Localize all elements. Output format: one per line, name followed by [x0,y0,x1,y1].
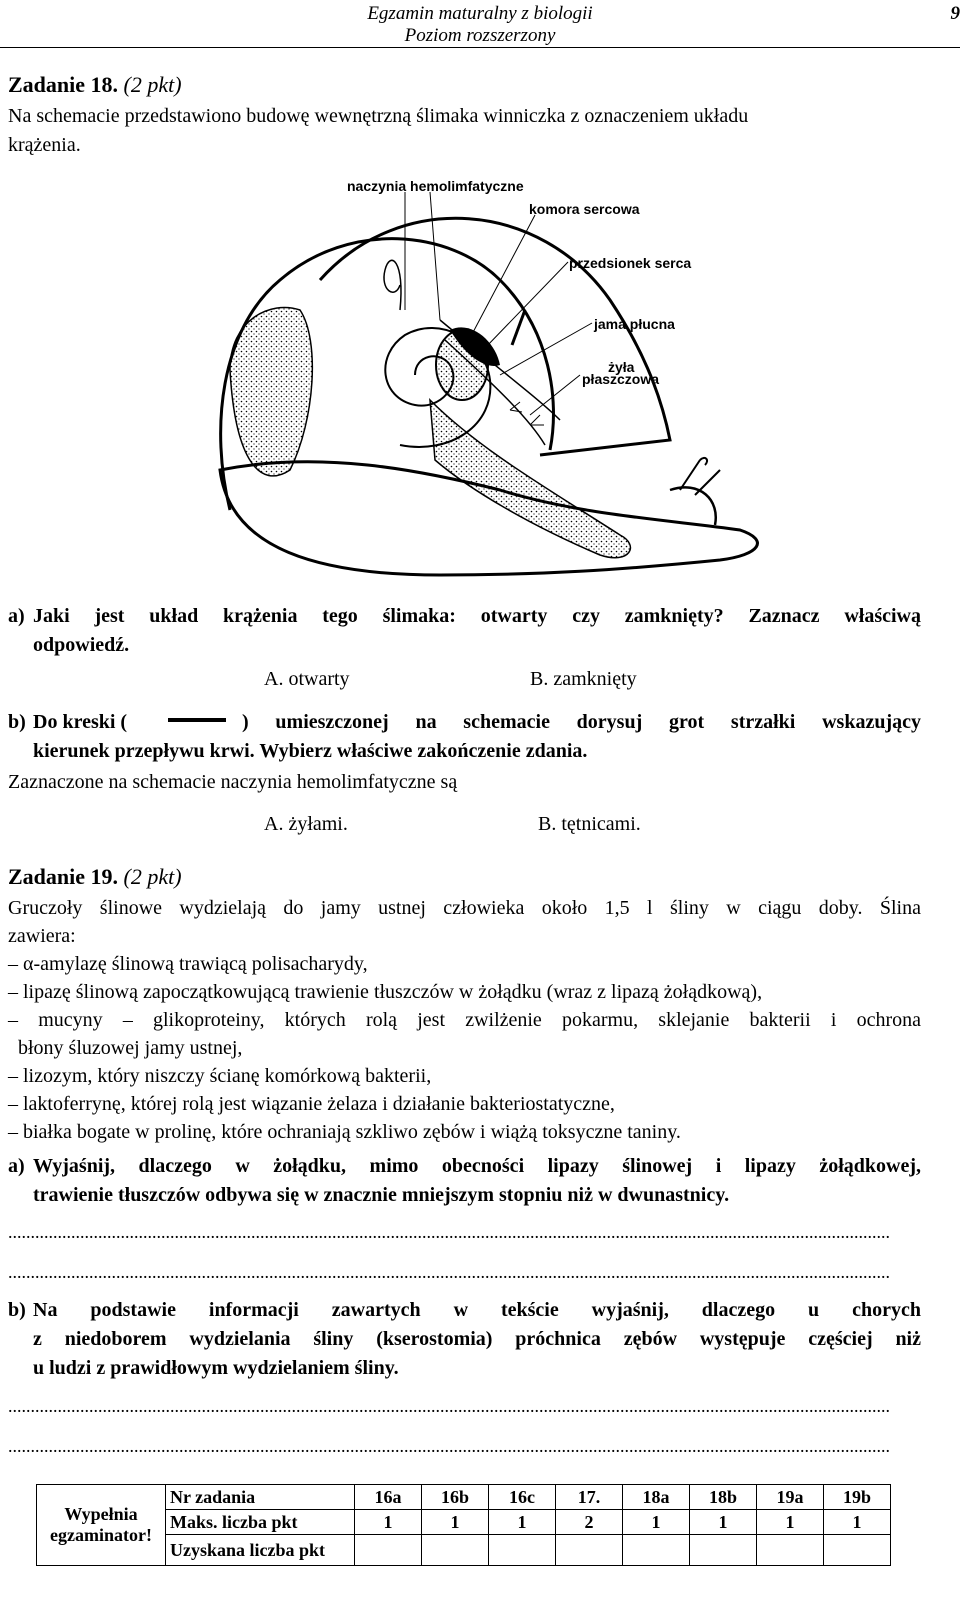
leader-vessels-2 [430,192,440,320]
task19b-line2: z niedoborem wydzielania śliny (kserostomia) próchnica zębów występuje częściej niż [33,1328,921,1350]
label-lung: jama płucna [594,316,675,332]
vessel-loop [384,260,401,310]
task-cell: 19b [824,1485,891,1510]
snail-diagram [200,170,780,590]
task18a-marker: a) [8,605,25,627]
task18b-line1-post: ) umieszczonej na schemacie dorysuj grot strzałki wskazujący [242,711,921,733]
list-item: – lizozym, który niszczy ścianę komórkową bakterii, [8,1065,432,1087]
answer-line[interactable]: .................................................................................................................................................................................................... [8,1436,890,1456]
earned-points-cell[interactable] [422,1535,489,1566]
answer-line[interactable]: .................................................................................................................................................................................................... [8,1396,890,1416]
list-item: – laktoferrynę, której rolą jest wiązanie żelaza i działanie bakteriostatyczne, [8,1093,615,1115]
task19a-marker: a) [8,1155,25,1177]
task19a-line1: Wyjaśnij, dlaczego w żołądku, mimo obecności lipazy ślinowej i lipazy żołądkowej, [33,1155,921,1177]
task19-title: Zadanie 19. [8,864,119,889]
page-number: 9 [950,3,960,24]
exam-level: Poziom rozszerzony [404,25,556,46]
task19-intro-1: Gruczoły ślinowe wydzielają do jamy ustnej człowieka około 1,5 l śliny w ciągu doby. Ślina [8,897,921,919]
score-table-wrap [36,1484,891,1566]
answer-line[interactable]: .................................................................................................................................................................................................... [8,1262,890,1282]
label-vein-1: żyła [608,359,635,375]
max-points-cell: 1 [422,1510,489,1535]
head-outline [670,487,716,525]
list-item: – białka bogate w prolinę, które ochraniają szkliwo zębów i wiążą toksyczne taniny. [8,1121,681,1143]
leader-atrium [485,262,568,348]
earned-points-cell[interactable] [623,1535,690,1566]
task-cell: 19a [757,1485,824,1510]
visceral-mass [230,308,312,476]
task-cell: 16c [489,1485,556,1510]
earned-points-cell[interactable] [824,1535,891,1566]
max-points-cell: 1 [824,1510,891,1535]
max-points-cell: 1 [623,1510,690,1535]
task18b-marker: b) [8,711,26,733]
row-header-earned-points: Uzyskana liczba pkt [166,1535,355,1566]
task18b-option-b[interactable]: B. tętnicami. [538,813,641,835]
header-rule [0,47,960,48]
tentacle-upper [680,458,707,490]
task19b-line3: u ludzi z prawidłowym wydzielaniem śliny. [33,1357,399,1379]
task-cell: 18a [623,1485,690,1510]
task19-intro-2: zawiera: [8,925,76,947]
task18-heading [8,70,182,99]
label-vessels: naczynia hemolimfatyczne [347,178,524,194]
tentacle-lower [695,470,720,495]
list-item: – mucyny – glikoproteiny, których rolą jest zwilżenie pokarmu, sklejanie bakterii i ochrona [8,1009,921,1031]
task18b-line2: kierunek przepływu krwi. Wybierz właściwe zakończenie zdania. [33,740,588,762]
earned-points-cell[interactable] [690,1535,757,1566]
earned-points-cell[interactable] [556,1535,623,1566]
task-cell: 18b [690,1485,757,1510]
label-atrium: przedsionek serca [569,255,692,271]
task19-heading [8,862,182,891]
task18-intro-1: Na schemacie przedstawiono budowę wewnętrzną ślimaka winniczka z oznaczeniem układu [8,105,749,127]
examiner-label-2: egzaminator! [50,1525,152,1545]
arrow-dash [512,310,525,345]
answer-line[interactable]: .................................................................................................................................................................................................... [8,1222,890,1242]
earned-points-cell[interactable] [489,1535,556,1566]
task19b-line1: Na podstawie informacji zawartych w tekście wyjaśnij, dlaczego u chorych [33,1299,921,1321]
task18-points: (2 pkt) [123,72,182,97]
task18a-line1: Jaki jest układ krążenia tego ślimaka: otwarty czy zamknięty? Zaznacz właściwą [33,605,921,627]
leader-ventricle [470,215,535,338]
score-table [36,1484,891,1566]
list-item: błony śluzowej jamy ustnej, [8,1037,243,1059]
task19a-line2: trawienie tłuszczów odbywa się w znacznie mniejszym stopniu niż w dwunastnicy. [33,1184,730,1206]
mantle-outline [320,218,670,455]
max-points-cell: 2 [556,1510,623,1535]
dash-symbol [168,718,226,722]
task18a-option-b[interactable]: B. zamknięty [530,668,637,690]
earned-points-cell[interactable] [355,1535,422,1566]
task18b-option-a[interactable]: A. żyłami. [264,813,348,835]
task18a-option-a[interactable]: A. otwarty [264,668,350,690]
task-cell: 17. [556,1485,623,1510]
list-item: – α-amylazę ślinową trawiącą polisacharydy, [8,953,368,975]
task18-intro-2: krążenia. [8,134,81,156]
label-ventricle: komora sercowa [529,201,640,217]
task18a-line2: odpowiedź. [33,634,130,656]
row-header-task-no: Nr zadania [166,1485,355,1510]
examiner-label-1: Wypełnia [64,1504,138,1524]
task19-points: (2 pkt) [123,864,182,889]
leader-lung [500,323,592,375]
list-item: – lipazę ślinową zapoczątkowującą trawienie tłuszczów w żołądku (wraz z lipazą żołądkową), [8,981,763,1003]
task18b-line1-pre: Do kreski ( [33,711,128,733]
task19b-marker: b) [8,1299,26,1321]
exam-title: Egzamin maturalny z biologii [367,3,593,24]
task18-title: Zadanie 18. [8,72,119,97]
max-points-cell: 1 [690,1510,757,1535]
task-cell: 16b [422,1485,489,1510]
label-vein-2: płaszczowa [582,371,660,387]
task18b-sentence: Zaznaczone na schemacie naczynia hemolimfatyczne są [8,771,458,793]
task-cell: 16a [355,1485,422,1510]
row-header-max-points: Maks. liczba pkt [166,1510,355,1535]
max-points-cell: 1 [757,1510,824,1535]
max-points-cell: 1 [489,1510,556,1535]
earned-points-cell[interactable] [757,1535,824,1566]
max-points-cell: 1 [355,1510,422,1535]
examiner-label [37,1485,166,1566]
